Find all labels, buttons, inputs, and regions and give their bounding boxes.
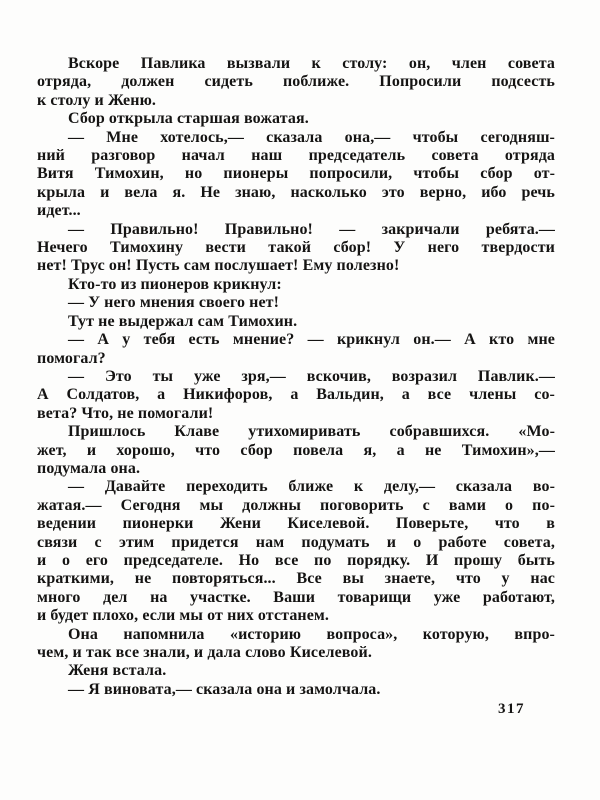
text-line: — Мне хотелось,— сказала она,— чтобы сегодняш- (68, 128, 555, 146)
text-line: краткими, не повторяться... Все вы знаете, что у нас (37, 570, 555, 588)
text-line: помогал? (37, 349, 106, 367)
text-line: Тут не выдержал сам Тимохин. (68, 312, 298, 330)
text-line: отряда, должен сидеть поближе. Попросили подсесть (37, 73, 555, 91)
text-line: чем, и так все знали, и дала слово Киселевой. (37, 644, 372, 661)
text-line: Она напомнила «историю вопроса», которую, впро- (68, 625, 555, 643)
text-line: и о его председателе. Но все по порядку. И прошу быть (37, 551, 555, 569)
page-text-block (37, 55, 555, 699)
text-line: — Это ты уже зря,— вскочив, возразил Павлик.— (68, 367, 555, 385)
text-line: Нечего Тимохину вести такой сбор! У него твердости (37, 239, 555, 257)
text-line: Сбор открыла старшая вожатая. (68, 110, 309, 128)
text-line: Пришлось Клаве утихомиривать собравшихся. «Мо- (68, 423, 555, 441)
text-line: — Правильно! Правильно! — закричали ребята.— (68, 220, 555, 238)
text-line: крыла и вела я. Не знаю, насколько это верно, ибо речь (37, 183, 555, 201)
page-number: 317 (498, 701, 525, 717)
text-line: идет... (37, 202, 81, 220)
text-line: — Я виновата,— сказала она и замолчала. (68, 680, 381, 698)
text-line: — Давайте переходить ближе к делу,— сказала во- (68, 478, 555, 496)
text-line: много дел на участке. Ваши товарищи уже работают, (37, 588, 555, 606)
text-line: ний разговор начал наш председатель совета отряда (37, 147, 555, 165)
text-line: жатая.— Сегодня мы должны поговорить с вами о по- (37, 496, 555, 514)
text-line: — У него мнения своего нет! (68, 294, 280, 312)
text-line: вета? Что, не помогали! (37, 404, 214, 422)
text-line: Кто-то из пионеров крикнул: (68, 275, 282, 293)
text-line: нет! Трус он! Пусть сам послушает! Ему полезно! (37, 257, 400, 275)
text-line: ведении пионерки Жени Киселевой. Поверьте, что в (37, 515, 555, 533)
text-line: А Солдатов, а Никифоров, а Вальдин, а все члены со- (37, 386, 555, 404)
text-line: подумала она. (37, 459, 141, 477)
text-line: — А у тебя есть мнение? — крикнул он.— А кто мне (68, 331, 555, 349)
text-line: и будет плохо, если мы от них отстанем. (37, 607, 330, 625)
text-line: Вскоре Павлика вызвали к столу: он, член совета (68, 55, 555, 72)
text-line: Витя Тимохин, но пионеры попросили, чтобы сбор от- (37, 165, 555, 183)
text-line: Женя встала. (68, 662, 167, 680)
text-line: жет, и хорошо, что сбор повела я, а не Тимохин»,— (37, 441, 555, 459)
text-line: к столу и Женю. (37, 91, 157, 109)
text-line: связи с этим придется нам подумать и о работе совета, (37, 533, 555, 551)
